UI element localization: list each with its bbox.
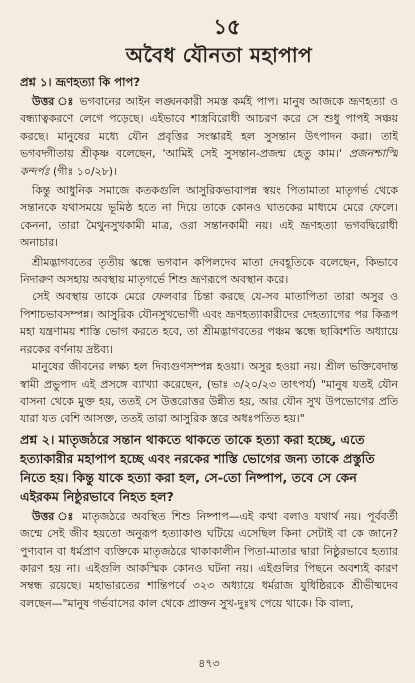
answer-2-label: উত্তর ঃ <box>32 509 83 523</box>
question-1 <box>20 74 398 91</box>
answer-1-reference: (গীঃ ১০/২৮)। <box>49 164 117 178</box>
answer-1 <box>20 93 398 180</box>
question-2-label: প্রশ্ন ২। <box>20 431 59 447</box>
paragraph-2: কিন্তু আধুনিক সমাজে কতকগুলি আসুরিকভাবাপন্ন স্বয়ং পিতামাতা মাতৃগর্ভ থেকে সন্তানকে যথাসময়ে ভূমিষ্ঠ হতে না দিয়ে তাকে কোনও ঘাতকের মাধ্যমে মেরে ফেলে। কেননা, তারা মৈথুনসুখকামী মাত্র, ওরা সন্তানকামী নয়। এই ভ্রূণহত্যা ভগবদ্বিরোধী অনাচার। <box>20 184 398 250</box>
answer-1-sanskrit-quote: প্রজনশ্চাস্মি কন্দর্পঃ <box>20 147 398 178</box>
paragraph-5-quote: "মানুষ যতই যৌন বাসনা থেকে মুক্ত হয়, ততই সে উত্তরোত্তর উন্নীত হয়, আর যৌন সুখ উপভোগের প্রতি যারা যত বেশি আসক্ত, ততই তারা আসুরিক স্তরে অধঃপতিত হয়।" <box>20 377 398 426</box>
paragraph-5-text: মানুষের জীবনের লক্ষ্য হল দিব্যগুণসম্পন্ন হওয়া। অসুর হওয়া নয়। শ্রীল ভক্তিবেদান্ত স্বামী প্রভুপাদ এই প্রসঙ্গে ব্যাখ্যা করেছেন, (ভাঃ ৩/২০/২৩ তাৎপর্য) <box>20 360 398 391</box>
paragraph-4: সেই অবস্থায় তাকে মেরে ফেলবার চিন্তা করছে যে-সব মাতাপিতা তারা অসুর ও পিশাচভাবসম্পন্ন। আসুরিক যৌনসুখভোগী এবং ভ্রূণহত্যাকারীদের দেহত্যাগের পর কিরূপ মহা যন্ত্রণাময় শাস্তি ভোগ করতে হবে, তা শ্রীমদ্ভাগবতের পঞ্চম স্কন্ধে ছাব্বিশতি অধ্যায়ে নরকের বর্ণনায় দ্রষ্টব্য। <box>20 290 398 356</box>
answer-1-label: উত্তর ঃ <box>32 95 80 108</box>
book-page <box>20 14 398 674</box>
answer-2 <box>20 508 398 612</box>
paragraph-5 <box>20 358 398 428</box>
question-1-label: প্রশ্ন ১। <box>20 75 56 89</box>
chapter-number: ১৫ <box>213 15 241 39</box>
paragraph-3: শ্রীমদ্ভাগবতের তৃতীয় স্কন্ধে ভগবান কপিলদেব মাতা দেবহূতিকে বলেছেন, কিভাবে নিদারুণ অসহায় অবস্থায় মাতৃগর্ভে শিশু ভ্রূণরূপে অবস্থান করে। <box>20 255 398 287</box>
question-1-text: ভ্রূণহত্যা কি পাপ? <box>55 75 141 89</box>
page-number: ৪৭৩ <box>198 657 220 670</box>
question-2 <box>20 430 398 506</box>
answer-2-text: মাতৃজঠরে অবস্থিত শিশু নিষ্পাপ—এই কথা বলাও যথার্থ নয়। পূর্ববর্তী জন্মে সেই জীব হয়তো অনুরূপ হত্যাকাণ্ড ঘটিয়ে এসেছিল কিনা সেটাই বা কে জানে? পুণ্যবান বা ধর্মপ্রাণ ব্যক্তিকে মাতৃজঠরে থাকাকালীন পিতা-মাতার দ্বারা নিষ্ঠুরভাবে হত্যার কারণ হয় না। এইগুলি আকস্মিক কোনও ঘটনা নয়। এইগুলির পিছনে অবশ্যই কারণ সম্বন্ধ রয়েছে। মহাভারতের শান্তিপর্বে ৩২৩ অধ্যায়ে ধর্মরাজ যুধিষ্ঠিরকে শ্রীভীষ্মদেব বলছেন—"মানুষ গর্ভবাসের কাল থেকে প্রাক্তন সুখ-দুঃখ পেয়ে থাকে। কি বাল্য, <box>20 509 398 610</box>
question-2-text: মাতৃজঠরে সন্তান থাকতে থাকতে তাকে হত্যা করা হচ্ছে, এতে হত্যাকারীর মহাপাপ হচ্ছে এবং নরকের শাস্তি ভোগের জন্য তাকে প্রস্তুতি নিতে হয়। কিন্তু যাকে হত্যা করা হল, সে-তো নিষ্পাপ, তবে সে কেন এইরকম নিষ্ঠুরভাবে নিহত হল? <box>20 431 375 504</box>
answer-1-text: ভগবানের আইন লঙ্ঘনকারী সমস্ত কর্মই পাপ। মানুষ আজকে ভ্রূণহত্যা ও বন্ধ্যাত্বকরণে লেগে পড়েছে। এইভাবে শাস্ত্রবিরোধী আচরণ করে সে শুধু পাপই সঞ্চয় করছে। মানুষের মধ্যে যৌন প্রবৃত্তির সংস্কারই হল সুসন্তান উৎপাদন করা। তাই ভগবদ্গীতায় শ্রীকৃষ্ণ বলেছেন, 'আমিই সেই সুসন্তান-প্রজন্ম হেতু কাম।' <box>20 95 398 161</box>
chapter-title: অবৈধ যৌনতা মহাপাপ <box>125 43 313 67</box>
